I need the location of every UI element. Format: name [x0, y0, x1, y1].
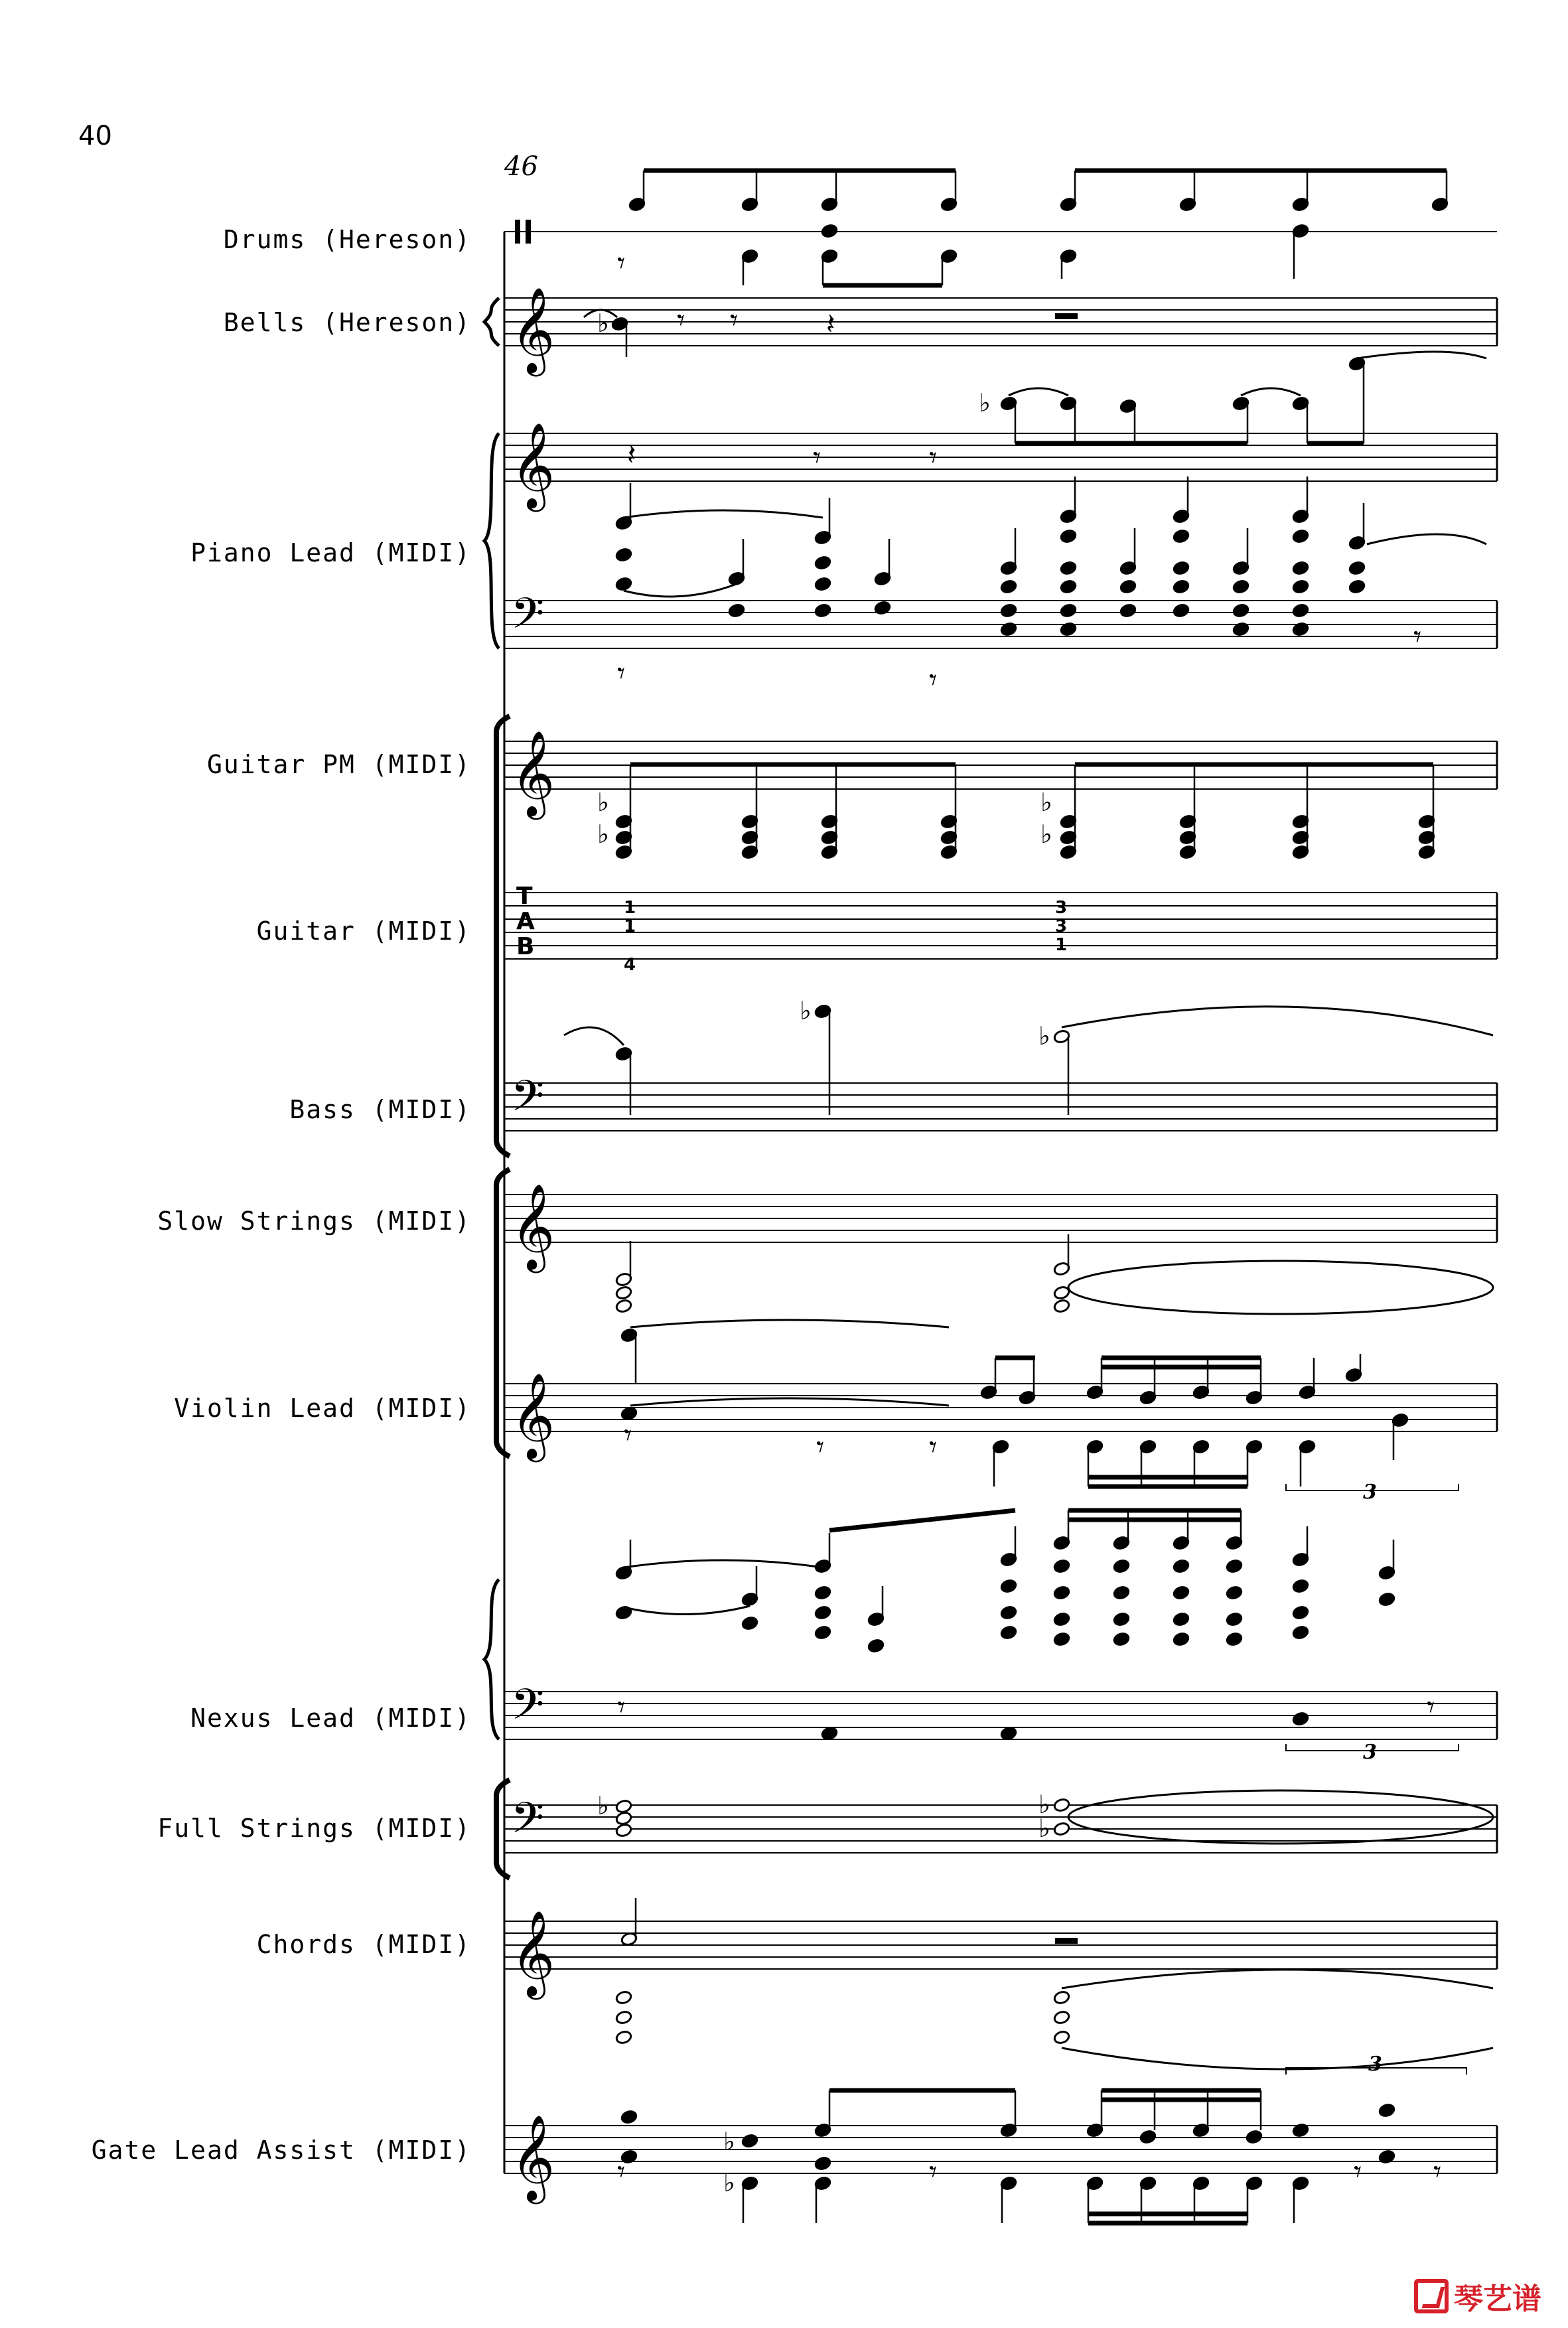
nexus-note [814, 1625, 831, 1640]
gate-note [1378, 2103, 1395, 2118]
tie [1367, 534, 1486, 544]
piano-chord-note [1060, 529, 1077, 544]
piano-chord-note [1173, 561, 1190, 576]
staff-bracket [496, 1169, 510, 1457]
nexus-note [1113, 1585, 1130, 1601]
percussion-clef [515, 220, 520, 244]
piano-chord-note [1232, 603, 1249, 618]
notehead [821, 1726, 838, 1741]
treble-clef: 𝄞 [511, 2114, 555, 2201]
flat-accidental: ♭ [1038, 1814, 1050, 1843]
tie [1068, 1261, 1493, 1314]
tuplet-number: 3 [1368, 2053, 1382, 2076]
tie [624, 584, 737, 597]
flat-accidental: ♭ [1040, 820, 1052, 849]
chords-lower-note [1053, 1990, 1070, 2005]
instrument-label-slow-strings: Slow Strings (MIDI) [157, 1206, 471, 1236]
eighth-rest: 𝄾 [617, 245, 626, 281]
bass-clef: 𝄢 [511, 1794, 545, 1854]
flat-accidental: ♭ [597, 1791, 609, 1820]
tie [624, 1560, 823, 1567]
system-brackets [484, 298, 510, 1878]
half-rest [1055, 1938, 1078, 1944]
note-beam [829, 1510, 1015, 1530]
flat-accidental: ♭ [1038, 1021, 1050, 1051]
string-note [615, 1299, 632, 1314]
instrument-label-nexus: Nexus Lead (MIDI) [190, 1704, 471, 1733]
piano-chord-note [1292, 529, 1309, 544]
barlines [504, 232, 1497, 2173]
full-string-note [615, 1799, 632, 1814]
instrument-label-piano: Piano Lead (MIDI) [190, 538, 471, 567]
nexus-note [1226, 1612, 1243, 1627]
eighth-rest: 𝄾 [624, 1417, 632, 1453]
full-string-note [1053, 1798, 1070, 1813]
flat-accidental: ♭ [979, 388, 991, 417]
flat-accidental: ♭ [800, 996, 812, 1025]
staff-brace [484, 433, 499, 648]
nexus-note [1113, 1612, 1130, 1627]
tab-fret: 1 [624, 916, 636, 936]
nexus-note [1173, 1559, 1190, 1574]
treble-clef: 𝄞 [511, 1910, 555, 1996]
piano-chord-note [728, 603, 745, 618]
eighth-rest: 𝄾 [677, 302, 685, 338]
watermark-icon [1414, 2279, 1449, 2313]
flat-accidental: ♭ [723, 2127, 735, 2156]
eighth-rest: 𝄾 [617, 2153, 626, 2189]
tie [624, 510, 823, 518]
flat-accidental: ♭ [1038, 1790, 1050, 1819]
eighth-rest: 𝄾 [813, 439, 821, 475]
flat-accidental: ♭ [597, 309, 609, 338]
instrument-label-bass: Bass (MIDI) [289, 1095, 471, 1124]
tab-fret: 4 [624, 955, 636, 975]
eighth-rest: 𝄾 [1413, 618, 1422, 654]
piano-chord-note [615, 547, 632, 563]
chords-lower-note [615, 1990, 632, 2005]
gate-note [620, 2110, 638, 2125]
measure-number: 46 [504, 151, 538, 182]
flat-accidental: ♭ [597, 788, 609, 817]
flat-accidental: ♭ [597, 820, 609, 849]
tie [630, 1398, 949, 1406]
instrument-label-chords: Chords (MIDI) [256, 1930, 471, 1959]
eighth-rest: 𝄾 [929, 662, 938, 697]
notehead [821, 224, 838, 239]
chords-lower-note [1053, 2010, 1070, 2025]
tuplets [1286, 1481, 1466, 2076]
instrument-label-drums: Drums (Hereson) [223, 225, 471, 254]
piano-chord-note [1232, 579, 1249, 595]
tab-fret: 1 [624, 898, 636, 918]
eighth-rest: 𝄾 [929, 439, 938, 475]
bass-clef: 𝄢 [511, 1680, 545, 1740]
instrument-label-guitar: Guitar (MIDI) [256, 916, 471, 946]
eighth-rest: 𝄾 [730, 302, 739, 338]
chords-lower-note [615, 2010, 632, 2025]
piano-chord-note [1119, 579, 1137, 595]
watermark-logo [1414, 2275, 1541, 2317]
tie [1009, 388, 1068, 396]
clefs [511, 220, 555, 2205]
nexus-note [1226, 1559, 1243, 1574]
tab-block [516, 883, 1067, 975]
eighth-rest: 𝄾 [816, 1429, 825, 1465]
nexus-note [1226, 1632, 1243, 1647]
full-string-note [615, 1811, 632, 1826]
tie [564, 1027, 624, 1045]
instrument-label-bells: Bells (Hereson) [223, 308, 471, 337]
nexus-note [814, 1605, 831, 1621]
tie [1062, 2048, 1493, 2069]
full-string-note [615, 1823, 632, 1838]
nexus-note [867, 1638, 885, 1654]
nexus-note [1053, 1559, 1070, 1574]
eighth-rest: 𝄾 [617, 1689, 626, 1725]
nexus-note [814, 1585, 831, 1601]
nexus-note [1113, 1632, 1130, 1647]
piano-chord-note [1173, 529, 1190, 544]
tie [630, 1320, 949, 1327]
staff-bracket [496, 716, 510, 1156]
eighth-rest: 𝄾 [1433, 2153, 1442, 2189]
flat-accidental: ♭ [723, 2168, 735, 2197]
page-number: 40 [78, 121, 112, 151]
instrument-label-violin: Violin Lead (MIDI) [174, 1394, 471, 1423]
piano-chord-note [814, 603, 831, 618]
notehead [1000, 1726, 1017, 1741]
treble-clef: 𝄞 [511, 287, 555, 373]
piano-chord-note [1000, 603, 1017, 618]
gate-note [1246, 2130, 1263, 2145]
tie [1062, 1970, 1493, 1988]
nexus-note [1000, 1605, 1017, 1621]
piano-chord-note [1292, 579, 1309, 595]
instrument-label-full-strings: Full Strings (MIDI) [157, 1814, 471, 1843]
piano-chord-note [1348, 579, 1366, 595]
piano-chord-note [1292, 603, 1309, 618]
tuplet-number: 3 [1363, 1741, 1377, 1764]
bass-clef: 𝄢 [511, 589, 545, 649]
tab-fret: 1 [1055, 935, 1068, 955]
tab-letter-t: T [516, 883, 533, 910]
string-note [615, 1285, 632, 1301]
nexus-note [1113, 1559, 1130, 1574]
tie [1241, 388, 1301, 396]
tab-fret: 3 [1055, 898, 1068, 918]
piano-chord-note [814, 577, 831, 592]
full-string-note [1053, 1822, 1070, 1837]
notehead [1292, 1711, 1309, 1727]
nexus-note [1378, 1592, 1395, 1607]
piano-chord-note [615, 577, 632, 592]
tuplet-number: 3 [1363, 1481, 1377, 1504]
eighth-rest: 𝄾 [1354, 2153, 1362, 2189]
piano-chord-note [1173, 603, 1190, 618]
nexus-note [1000, 1625, 1017, 1640]
gate-note [1139, 2130, 1157, 2145]
gate-note [814, 2156, 831, 2171]
string-note [1053, 1299, 1070, 1314]
nexus-note [1292, 1605, 1309, 1621]
treble-clef: 𝄞 [511, 1372, 555, 1459]
half-rest [1055, 313, 1078, 319]
notes [564, 171, 1493, 2223]
piano-chord-note [1292, 561, 1309, 576]
tab-fret: 3 [1055, 916, 1068, 936]
tie [624, 1606, 750, 1615]
chords-lower-note [615, 2030, 632, 2045]
nexus-note [1292, 1579, 1309, 1594]
piano-chord-note [1119, 603, 1137, 618]
piano-chord-note [1060, 603, 1077, 618]
nexus-note [1053, 1585, 1070, 1601]
staff-brace [484, 298, 499, 346]
nexus-note [1173, 1585, 1190, 1601]
quarter-rest: 𝄽 [826, 307, 835, 341]
piano-chord-note [1060, 561, 1077, 576]
treble-clef: 𝄞 [511, 1183, 555, 1270]
nexus-note [1292, 1625, 1309, 1640]
tab-letter-a: A [516, 908, 535, 935]
nexus-note [1173, 1632, 1190, 1647]
eighth-rest: 𝄾 [929, 1429, 938, 1465]
piano-chord-note [814, 555, 831, 571]
nexus-note [1000, 1579, 1017, 1594]
nexus-note [1226, 1585, 1243, 1601]
piano-chord-note [1348, 561, 1366, 576]
flat-accidental: ♭ [1040, 788, 1052, 817]
treble-clef: 𝄞 [511, 422, 555, 508]
gate-note [741, 2134, 758, 2149]
piano-chord-note [1000, 579, 1017, 595]
treble-clef: 𝄞 [511, 730, 555, 816]
quarter-rest: 𝄽 [627, 438, 636, 472]
eighth-rest: 𝄾 [1427, 1689, 1435, 1725]
watermark-text: 琴艺谱 [1454, 2282, 1541, 2316]
tie [1062, 1007, 1493, 1035]
tie [1357, 352, 1486, 358]
piano-chord-note [1060, 579, 1077, 595]
tab-letter-b: B [516, 933, 535, 960]
chords-lower-note [1053, 2030, 1070, 2045]
eighth-rest: 𝄾 [617, 655, 626, 691]
bass-clef: 𝄢 [511, 1072, 545, 1131]
nexus-note [1053, 1632, 1070, 1647]
staff-brace [484, 1579, 499, 1739]
staff-lines [504, 232, 1497, 2173]
instrument-label-gate: Gate Lead Assist (MIDI) [91, 2136, 471, 2165]
nexus-note [1053, 1612, 1070, 1627]
nexus-note [741, 1616, 758, 1631]
nexus-note [1173, 1612, 1190, 1627]
piano-chord-note [1173, 579, 1190, 595]
instrument-label-guitar-pm: Guitar PM (MIDI) [206, 750, 471, 779]
percussion-clef [526, 220, 531, 244]
eighth-rest: 𝄾 [929, 2153, 938, 2189]
